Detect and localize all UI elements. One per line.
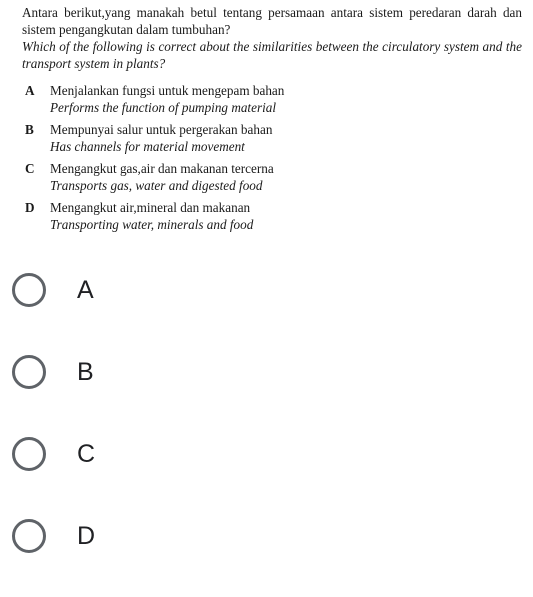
choice-label-d: D — [77, 521, 96, 550]
question-english: Which of the following is correct about the similarities between the circulatory system and the transport system in plants? — [22, 39, 522, 71]
option-letter: B — [25, 122, 34, 137]
question-malay: Antara berikut,yang manakah betul tentang persamaan antara sistem peredaran darah dan sistem pengangkutan dalam tumbuhan? — [22, 5, 522, 37]
option-english: Transporting water, minerals and food — [50, 217, 254, 232]
option-a — [22, 82, 522, 116]
choice-d[interactable] — [12, 515, 95, 557]
choice-c[interactable] — [12, 433, 95, 475]
option-english: Has channels for material movement — [50, 139, 245, 154]
choice-b[interactable] — [12, 351, 95, 393]
option-letter: C — [25, 161, 35, 176]
radio-button-c[interactable] — [12, 437, 46, 471]
option-english: Transports gas, water and digested food — [50, 178, 263, 193]
choice-label-c: C — [77, 439, 96, 468]
option-malay: Mengangkut gas,air dan makanan tercerna — [50, 161, 274, 176]
option-english: Performs the function of pumping material — [50, 100, 277, 115]
answer-choices — [12, 269, 95, 597]
option-d — [22, 199, 522, 233]
radio-button-d[interactable] — [12, 519, 46, 553]
option-list — [22, 82, 522, 238]
option-malay: Mempunyai salur untuk pergerakan bahan — [50, 122, 273, 137]
radio-button-b[interactable] — [12, 355, 46, 389]
option-letter: D — [25, 200, 35, 215]
option-b — [22, 121, 522, 155]
choice-label-a: A — [77, 275, 94, 304]
question-text — [22, 4, 522, 72]
option-letter: A — [25, 83, 35, 98]
choice-label-b: B — [77, 357, 94, 386]
radio-button-a[interactable] — [12, 273, 46, 307]
option-c — [22, 160, 522, 194]
option-malay: Menjalankan fungsi untuk mengepam bahan — [50, 83, 285, 98]
option-malay: Mengangkut air,mineral dan makanan — [50, 200, 251, 215]
choice-a[interactable] — [12, 269, 95, 311]
